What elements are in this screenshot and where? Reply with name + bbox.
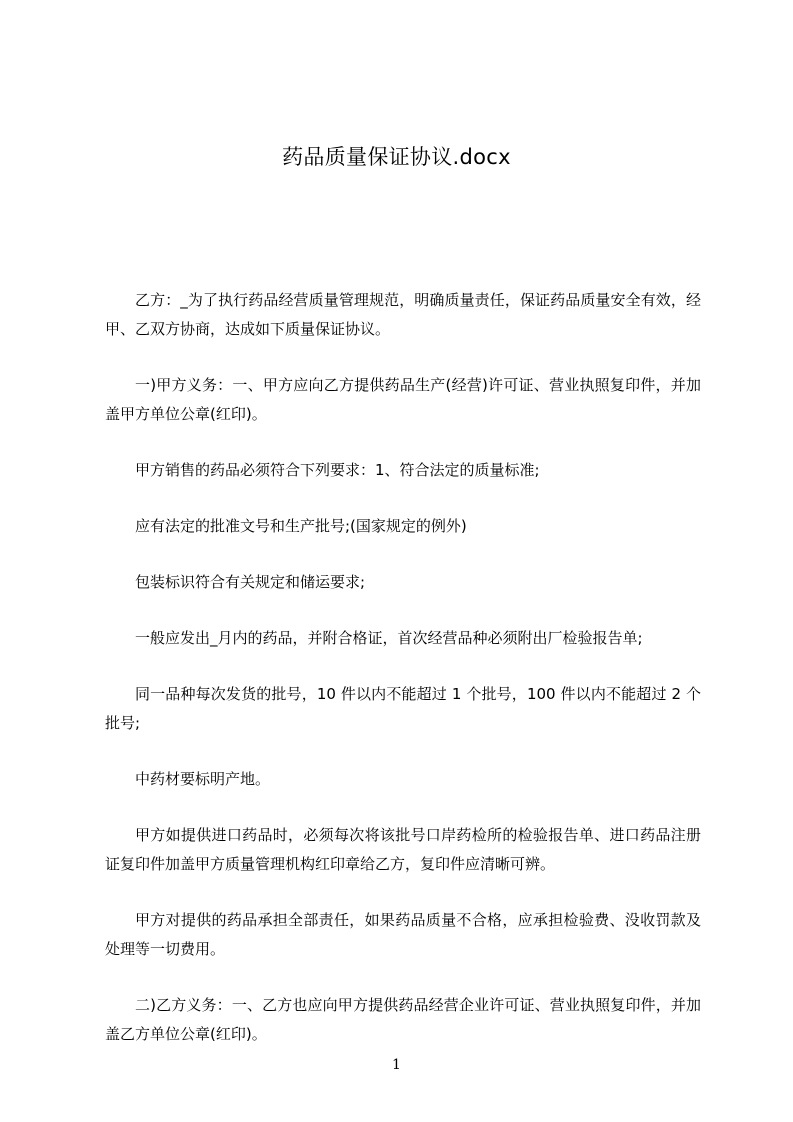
paragraph-herbal-origin: 中药材要标明产地。 <box>135 770 271 788</box>
paragraph-packaging: 包装标识符合有关规定和储运要求; <box>135 573 366 591</box>
paragraph-batch-numbers: 同一品种每次发货的批号，10 件以内不能超过 1 个批号，100 件以内不能超过 2 个批号; <box>105 685 701 732</box>
paragraph-party-b-duties: 二)乙方义务：一、乙方也应向甲方提供药品经营企业许可证、营业执照复印件，并加盖乙方单位公章(红印)。 <box>105 996 701 1043</box>
page-number: 1 <box>392 1057 401 1073</box>
document-title: 药品质量保证协议.docx <box>282 145 511 169</box>
paragraph-shipping-period: 一般应发出_月内的药品，并附合格证，首次经营品种必须附出厂检验报告单; <box>135 629 643 647</box>
document-body <box>105 286 701 1076</box>
paragraph-drug-requirements: 甲方销售的药品必须符合下列要求：1、符合法定的质量标准; <box>135 461 540 479</box>
paragraph-approval-number: 应有法定的批准文号和生产批号;(国家规定的例外) <box>135 517 467 535</box>
paragraph-imported-drugs: 甲方如提供进口药品时，必须每次将该批号口岸药检所的检验报告单、进口药品注册证复印件加盖甲方质量管理机构红印章给乙方，复印件应清晰可辨。 <box>105 826 701 873</box>
paragraph-party-a-duties: 一)甲方义务：一、甲方应向乙方提供药品生产(经营)许可证、营业执照复印件，并加盖甲方单位公章(红印)。 <box>105 376 701 423</box>
paragraph-liability: 甲方对提供的药品承担全部责任，如果药品质量不合格，应承担检验费、没收罚款及处理等一切费用。 <box>105 911 701 958</box>
paragraph-intro: 乙方：_为了执行药品经营质量管理规范，明确质量责任，保证药品质量安全有效，经甲、乙双方协商，达成如下质量保证协议。 <box>105 291 701 338</box>
